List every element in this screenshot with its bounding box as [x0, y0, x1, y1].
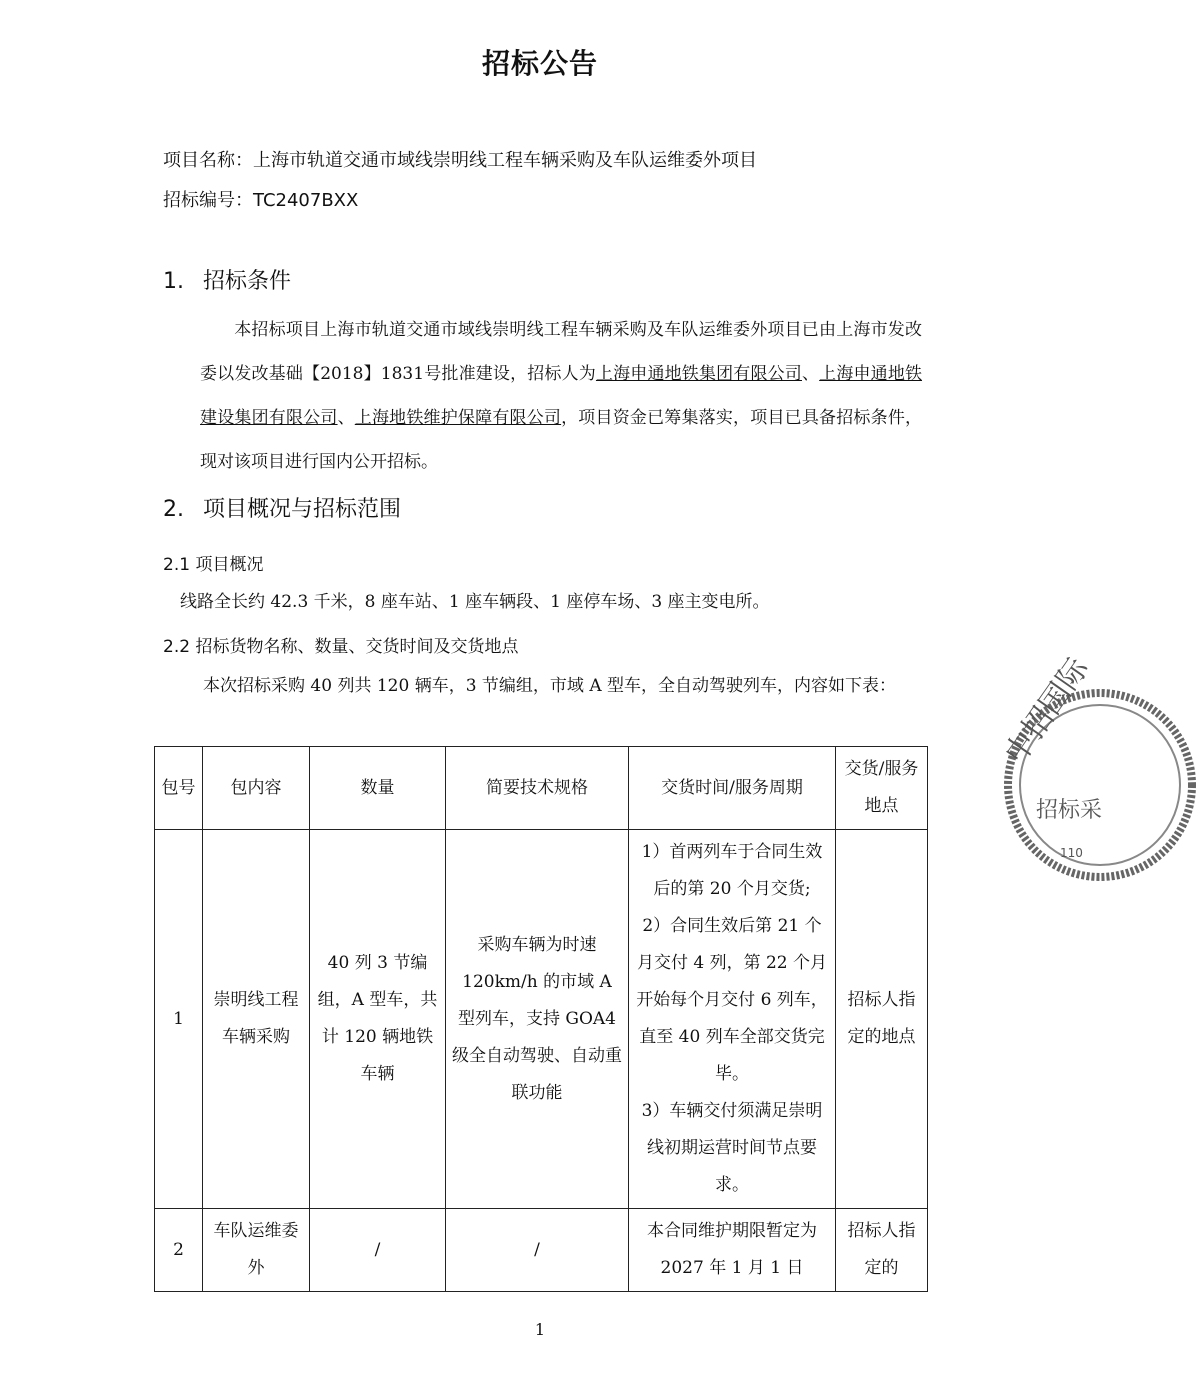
table-header-row	[155, 747, 928, 830]
header-spec: 简要技术规格	[446, 747, 629, 830]
project-name-label: 项目名称：	[163, 150, 253, 171]
section-1-text-b: ，项目资金已筹集落实，项目已具备招标条件，现对该项目进行国内公开招标。	[200, 408, 923, 472]
delivery-item: 3）车辆交付须满足崇明线初期运营时间节点要求。	[641, 1101, 823, 1195]
official-seal-stamp	[998, 651, 1200, 885]
section-1-paragraph	[200, 308, 922, 484]
cell-delivery-time	[629, 1209, 836, 1292]
section-1-number: 1.	[163, 269, 184, 294]
page-number: 1	[534, 1320, 546, 1339]
tender-number-label: 招标编号：	[163, 190, 253, 211]
header-delivery-place: 交货/服务地点	[836, 747, 928, 830]
section-2-number: 2.	[163, 497, 184, 522]
subsection-2-1-title: 2.1 项目概况	[163, 555, 264, 575]
section-2-heading	[163, 492, 401, 523]
seal-text-middle: 招标采	[1036, 798, 1103, 823]
header-quantity: 数量	[310, 747, 446, 830]
seal-text-top: 中招国际	[998, 651, 1096, 771]
header-delivery-time: 交货时间/服务周期	[629, 747, 836, 830]
page-title: 招标公告	[481, 47, 598, 80]
cell-delivery-time	[629, 830, 836, 1209]
project-name: 上海市轨道交通市域线崇明线工程车辆采购及车队运维委外项目	[253, 150, 757, 171]
project-name-line	[163, 146, 757, 172]
subsection-2-2-body: 本次招标采购 40 列共 120 辆车，3 节编组，市域 A 型车，全自动驾驶列车，内容如下表：	[203, 676, 896, 696]
section-1-title: 招标条件	[203, 269, 292, 294]
cell-package-content: 崇明线工程车辆采购	[203, 830, 310, 1209]
cell-spec: /	[446, 1209, 629, 1292]
cell-quantity: /	[310, 1209, 446, 1292]
subsection-2-1-text: 线路全长约 42.3 千米，8 座车站、1 座车辆段、1 座停车场、3 座主变电所。	[180, 592, 770, 612]
tenderer-3: 上海地铁维护保障有限公司	[354, 408, 562, 428]
cell-package-no: 2	[155, 1209, 203, 1292]
goods-table	[154, 746, 928, 1292]
section-2-title: 项目概况与招标范围	[203, 497, 402, 522]
cell-package-content: 车队运维委外	[203, 1209, 310, 1292]
separator-2: 、	[337, 408, 355, 428]
cell-quantity: 40 列 3 节编组，A 型车，共计 120 辆地铁车辆	[310, 830, 446, 1209]
table-row	[155, 830, 928, 1209]
tenderer-2: 上海申通地铁建设集团有限公司	[200, 364, 923, 428]
delivery-item: 1）首两列车于合同生效后的第 20 个月交货;	[641, 842, 823, 899]
header-package-content: 包内容	[203, 747, 310, 830]
cell-package-no: 1	[155, 830, 203, 1209]
tenderer-1: 上海申通地铁集团有限公司	[595, 364, 802, 384]
tender-number: TC2407BXX	[253, 190, 359, 211]
cell-delivery-place: 招标人指定的地点	[836, 830, 928, 1209]
header-package-no: 包号	[155, 747, 203, 830]
section-1-heading	[163, 264, 291, 295]
seal-code: 110	[1060, 846, 1083, 860]
delivery-item: 2）合同生效后第 21 个月交付 4 列，第 22 个月开始每个月交付 6 列车，直至 40 列车全部交货完毕。	[636, 916, 828, 1084]
tender-number-line	[163, 186, 358, 212]
delivery-item: 本合同维护期限暂定为 2027 年 1 月 1 日	[647, 1221, 817, 1278]
subsection-2-2-text	[163, 664, 922, 708]
subsection-2-2-title: 2.2 招标货物名称、数量、交货时间及交货地点	[163, 637, 519, 657]
cell-delivery-place: 招标人指定的	[836, 1209, 928, 1292]
table-row	[155, 1209, 928, 1292]
section-1-text-a: 本招标项目上海市轨道交通市域线崇明线工程车辆采购及车队运维委外项目已由上海市发改委以发改基础【2018】1831号批准建设，招标人为	[200, 320, 922, 384]
cell-spec: 采购车辆为时速 120km/h 的市域 A 型列车，支持 GOA4 级全自动驾驶、自动重联功能	[446, 830, 629, 1209]
separator-1: 、	[801, 364, 820, 384]
